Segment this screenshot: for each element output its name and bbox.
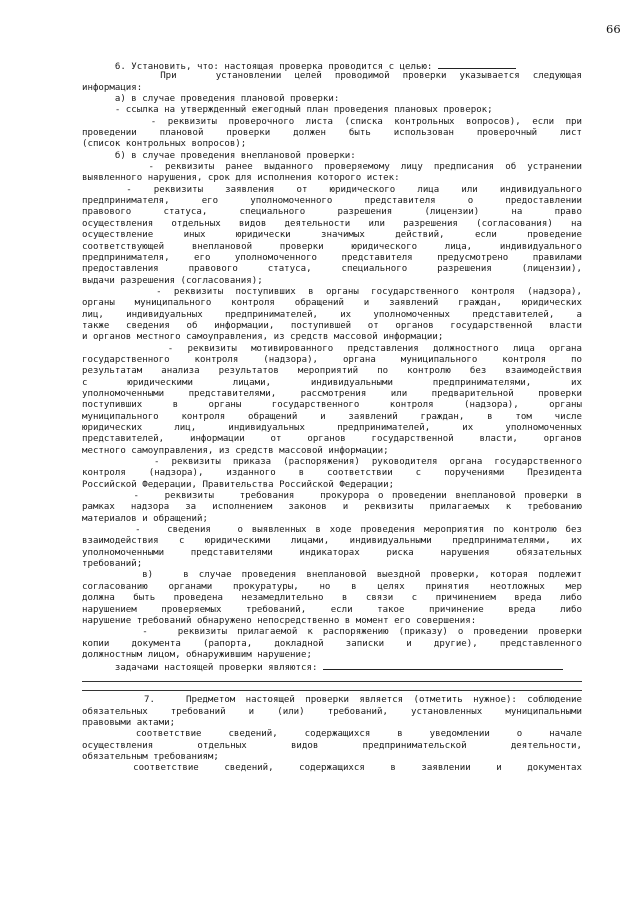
text-line: осуществления отдельных видов деятельности или разрешения (согласования) на xyxy=(82,218,582,229)
text-line: нарушением проверяемых требований, если такое причинение вреда либо xyxy=(82,604,582,615)
text-line: взаимодействия с юридическими лицами, индивидуальными предпринимателями, их xyxy=(82,536,582,547)
text-line: соответствие сведений, содержащихся в уведомлении о начале xyxy=(82,729,582,740)
text-line: предпринимателя, его уполномоченного представителя о предоставлении xyxy=(82,196,582,207)
section-7-text xyxy=(82,695,582,774)
text-line: органы муниципального контроля обращений и заявлений граждан, юридических xyxy=(82,298,582,309)
text-line: уполномоченными представителями индикаторах риска нарушения обязательных xyxy=(82,547,582,558)
text-line: (список контрольных вопросов); xyxy=(82,139,247,150)
text-line: При установлении целей проводимой проверки указывается следующая xyxy=(82,71,582,82)
text-line: 7. Предметом настоящей проверки является (отметить нужное): соблюдение xyxy=(82,695,582,706)
text-line: выявленного нарушения, срок для исполнения которого истек: xyxy=(82,173,400,184)
page-number: 66 xyxy=(606,22,621,36)
text-line: правовыми актами; xyxy=(82,717,176,728)
text-line: проведении плановой проверки должен быть использован проверочный лист xyxy=(82,128,582,139)
text-line: правового статуса, специального разрешения (лицензии) на право xyxy=(82,207,582,218)
text-line: - реквизиты поступивших в органы государственного контроля (надзора), xyxy=(82,286,582,297)
text-line: 6. Установить, что: настоящая проверка проводится с целью: xyxy=(82,60,582,71)
text-line: - реквизиты мотивированного представления должностного лица органа xyxy=(82,343,582,354)
text-line: - реквизиты требования прокурора о проведении внеплановой проверки в xyxy=(82,491,582,502)
text-line: обязательным требованиям; xyxy=(82,751,219,762)
text-line: - реквизиты ранее выданного проверяемому лицу предписания об устранении xyxy=(82,162,582,173)
text-line: Российской Федерации, Правительства Российской Федерации; xyxy=(82,479,395,490)
text-line: должностным лицом, обнаружившим нарушение; xyxy=(82,649,312,660)
text-line: юридических лиц, индивидуальных предпринимателей, их уполномоченных xyxy=(82,423,582,433)
text-line: - сведения о выявленных в ходе проведения мероприятия по контролю без xyxy=(82,525,582,536)
text-line: предоставления правового статуса, специального разрешения (лицензии), xyxy=(82,264,582,275)
text-line: - реквизиты прилагаемой к распоряжению (приказу) о проведении проверки xyxy=(82,627,582,638)
text-line: в) в случае проведения внеплановой выездной проверки, которая подлежит xyxy=(82,570,582,581)
text-line: контроля (надзора), изданного в соответствии с поручениями Президента xyxy=(82,468,582,479)
text-line: местного самоуправления, из средств массовой информации; xyxy=(82,445,389,456)
text-line: муниципального контроля обращений и заявлений граждан, в том числе xyxy=(82,411,582,422)
text-line: результатам анализа результатов мероприятий по контролю без взаимодействия xyxy=(82,366,582,377)
fill-in-blank[interactable] xyxy=(438,60,516,69)
text-line: - реквизиты проверочного листа (списка контрольных вопросов), если при xyxy=(82,116,582,127)
text-line: задачами настоящей проверки являются: xyxy=(82,661,582,672)
fill-in-blank[interactable] xyxy=(323,661,563,670)
text-line: и органов местного самоуправления, из средств массовой информации; xyxy=(82,332,444,343)
text-line: - ссылка на утвержденный ежегодный план проведения плановых проверок; xyxy=(82,105,493,116)
answer-line xyxy=(82,673,582,684)
text-line: материалов и обращений; xyxy=(82,513,208,524)
text-line: с юридическими лицами, индивидуальными предпринимателями, их xyxy=(82,377,582,388)
text-line: - реквизиты приказа (распоряжения) руководителя органа государственного xyxy=(82,457,582,468)
text-line: информация: xyxy=(82,82,143,93)
text-line: должна быть проведена незамедлительно в связи с причинением вреда либо xyxy=(82,593,582,604)
text-line: копии документа (рапорта, докладной записки и другие), представленного xyxy=(82,638,582,649)
document-body xyxy=(82,60,582,775)
text-line: осуществления отдельных видов предпринимательской деятельности, xyxy=(82,740,582,751)
text-line: нарушение требований обнаружено непосредственно в момент его совершения: xyxy=(82,615,477,626)
text-line: соответствие сведений, содержащихся в заявлении и документах xyxy=(82,763,582,774)
text-line: - реквизиты заявления от юридического лица или индивидуального xyxy=(82,184,582,195)
text-line: согласованию органами прокуратуры, но в целях принятия неотложных мер xyxy=(82,581,582,592)
text-line: лиц, индивидуальных предпринимателей, их уполномоченных представителей, а xyxy=(82,309,582,320)
answer-line xyxy=(82,684,582,695)
text-line: обязательных требований и (или) требований, установленных муниципальными xyxy=(82,706,582,717)
text-line: также сведения об информации, поступившей от органов государственной власти xyxy=(82,320,582,331)
text-line: рамках надзора за исполнением законов и реквизиты прилагаемых к требованию xyxy=(82,502,582,513)
text-line: уполномоченными представителями, рассмотрения или предварительной проверки xyxy=(82,388,582,399)
text-line: б) в случае проведения внеплановой проверки: xyxy=(82,150,356,161)
section-6-text xyxy=(82,60,582,673)
text-line: соответствующей внеплановой проверки юридического лица, индивидуального xyxy=(82,241,582,252)
text-line: выдачи разрешения (согласования); xyxy=(82,275,263,286)
text-line: требований; xyxy=(82,559,143,570)
text-line: предпринимателя, его уполномоченного представителя предусмотрено правилами xyxy=(82,252,582,263)
text-line: государственного контроля (надзора), органа муниципального контроля по xyxy=(82,354,582,365)
text-line: осуществление иных юридически значимых действий, если проведение xyxy=(82,230,582,241)
text-line: представителей, информации от органов государственной власти, органов xyxy=(82,434,582,445)
text-line: а) в случае проведения плановой проверки: xyxy=(82,94,340,105)
text-line: поступивших в органы государственного контроля (надзора), органы xyxy=(82,400,582,411)
